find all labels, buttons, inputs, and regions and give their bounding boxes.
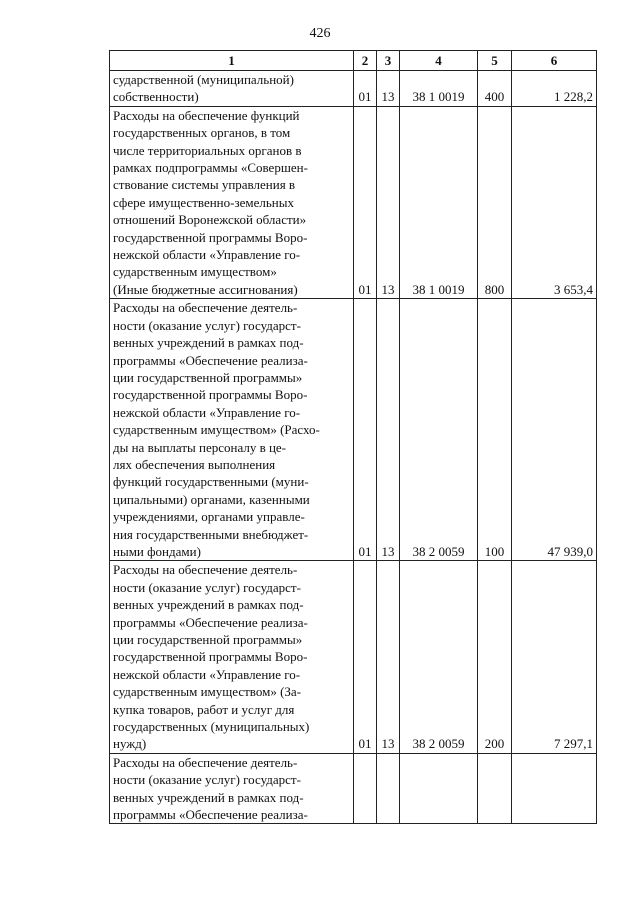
table-body <box>110 71 597 824</box>
row-expense-type: 400 <box>478 71 512 107</box>
table-header <box>110 51 597 71</box>
header-row <box>110 51 597 71</box>
row-subsection: 13 <box>377 561 400 753</box>
header-col-5: 5 <box>478 51 512 71</box>
row-description: Расходы на обеспечение деятель- ности (оказание услуг) государст- венных учреждений в рамках под- программы «Обеспечение реализа- ции государственной программы» государственной программы Воро- нежской области «Управление го- сударственным имуществом» (За- купка товаров, работ и услуг для государственных (муниципальных) нужд) <box>110 561 354 753</box>
table-row <box>110 71 597 107</box>
table-row <box>110 561 597 753</box>
table-row <box>110 753 597 824</box>
table-row <box>110 299 597 561</box>
row-section: 01 <box>354 299 377 561</box>
row-target-article: 38 2 0059 <box>400 299 478 561</box>
row-amount <box>512 753 597 824</box>
table-row <box>110 106 597 298</box>
row-section <box>354 753 377 824</box>
row-description: Расходы на обеспечение деятель- ности (оказание услуг) государст- венных учреждений в рамках под- программы «Обеспечение реализа- ции государственной программы» государственной программы Воро- нежской области «Управление го- сударственным имуществом» (Расхо- ды на выплаты персоналу в це- лях обеспечения выполнения функций государственными (муни- ципальными) органами, казенными учреждениями, органами управле- ния государственными внебюджет- ными фондами) <box>110 299 354 561</box>
row-section: 01 <box>354 561 377 753</box>
row-subsection: 13 <box>377 71 400 107</box>
page-number: 426 <box>309 26 331 41</box>
row-target-article: 38 1 0019 <box>400 106 478 298</box>
row-expense-type: 100 <box>478 299 512 561</box>
row-description: Расходы на обеспечение функций государственных органов, в том числе территориальных органов в рамках подпрограммы «Совершен- ствование системы управления в сфере имущественно-земельных отношений Воронежской области» государственной программы Воро- нежской области «Управление го- сударственным имуществом» (Иные бюджетные ассигнования) <box>110 106 354 298</box>
row-target-article: 38 2 0059 <box>400 561 478 753</box>
row-amount: 7 297,1 <box>512 561 597 753</box>
row-target-article: 38 1 0019 <box>400 71 478 107</box>
row-subsection: 13 <box>377 106 400 298</box>
row-section: 01 <box>354 71 377 107</box>
row-description: Расходы на обеспечение деятель- ности (оказание услуг) государст- венных учреждений в рамках под- программы «Обеспечение реализа- <box>110 753 354 824</box>
row-amount: 47 939,0 <box>512 299 597 561</box>
header-col-1: 1 <box>110 51 354 71</box>
row-section: 01 <box>354 106 377 298</box>
row-target-article <box>400 753 478 824</box>
header-col-4: 4 <box>400 51 478 71</box>
header-col-3: 3 <box>377 51 400 71</box>
row-expense-type: 200 <box>478 561 512 753</box>
row-amount: 1 228,2 <box>512 71 597 107</box>
row-subsection <box>377 753 400 824</box>
header-col-2: 2 <box>354 51 377 71</box>
row-expense-type: 800 <box>478 106 512 298</box>
row-amount: 3 653,4 <box>512 106 597 298</box>
row-expense-type <box>478 753 512 824</box>
row-subsection: 13 <box>377 299 400 561</box>
header-col-6: 6 <box>512 51 597 71</box>
budget-table <box>109 50 597 824</box>
row-description: сударственной (муниципальной) собственности) <box>110 71 354 107</box>
